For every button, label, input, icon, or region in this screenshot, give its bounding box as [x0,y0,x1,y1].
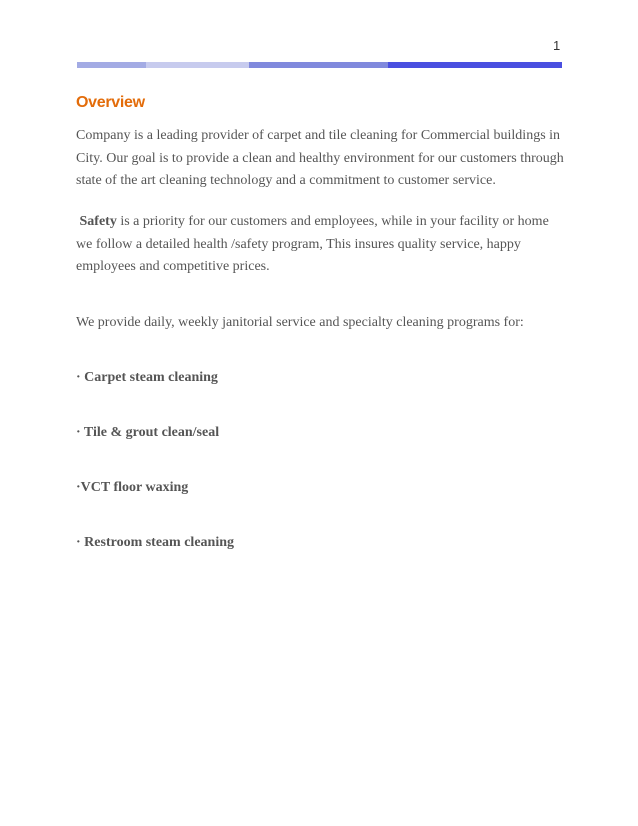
safety-text: is a priority for our customers and employees, while in your facility or home we follow a detailed health /safety program, This insures quality service, happy employees and competitive prices. [76,214,549,274]
overview-paragraph-services: We provide daily, weekly janitorial service and specialty cleaning programs for: [76,315,524,330]
overview-paragraph-intro: Company is a leading provider of carpet and tile cleaning for Commercial buildings in City. Our goal is to provide a clean and healthy environment for our customers through state of the art cleaning technology and a commitment to customer service. [76,128,564,188]
header-bar-segment [249,62,388,68]
header-divider-bar [77,62,562,68]
header-bar-segment [146,62,249,68]
page-number: 1 [553,38,561,53]
overview-paragraph-safety [76,211,566,279]
service-item-tile: · Tile & grout clean/seal [76,425,220,440]
section-title: Overview [76,94,145,111]
service-item-vct: ·VCT floor waxing [76,480,189,495]
service-item-carpet: · Carpet steam cleaning [76,370,218,385]
safety-keyword: Safety [79,214,117,229]
header-bar-segment [77,62,146,68]
header-bar-segment [388,62,562,68]
service-item-restroom: · Restroom steam cleaning [76,535,234,550]
